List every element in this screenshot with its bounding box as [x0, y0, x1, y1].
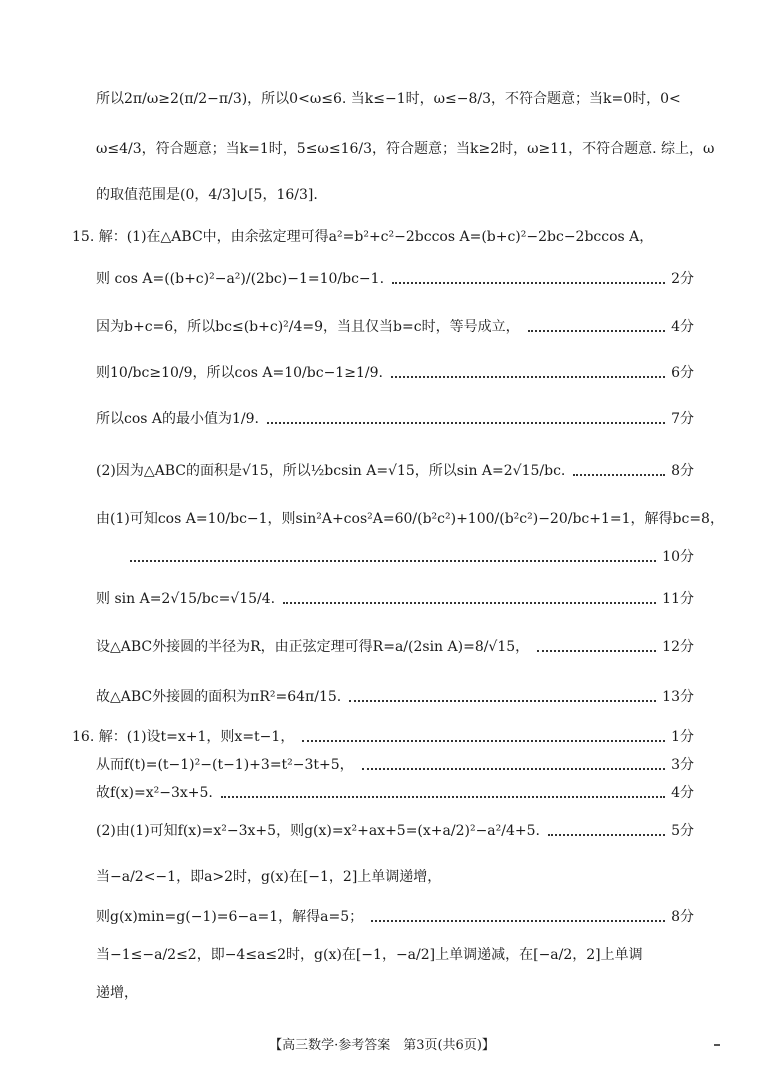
- text-line-11: [130, 550, 694, 564]
- problem-15-header: [72, 230, 694, 244]
- score-points: 5分: [671, 823, 694, 839]
- text-line-1: [96, 92, 694, 106]
- line-text: 16. 解：(1)设t=x+1，则x=t−1，: [72, 729, 295, 745]
- page-footer: 【高三数学·参考答案 第3页(共6页)】: [269, 1038, 495, 1053]
- leader-dots: [573, 472, 665, 476]
- text-line-21: [96, 948, 694, 962]
- text-line-2: [96, 141, 715, 157]
- line-text: 的取值范围是(0，4/3]∪[5，16/3].: [96, 187, 318, 203]
- text-line-20: [96, 910, 694, 924]
- leader-dots: [283, 600, 656, 604]
- text-line-7: [96, 366, 694, 380]
- score-points: 1分: [671, 729, 694, 745]
- line-text: 故f(x)=x²−3x+5.: [96, 785, 213, 801]
- leader-dots: [267, 420, 665, 424]
- leader-dots: [528, 328, 666, 332]
- text-line-8: [96, 412, 694, 426]
- text-line-6: [96, 320, 694, 334]
- line-text: 所以2π/ω≥2(π/2−π/3)，所以0<ω≤6. 当k≤−1时，ω≤−8/3，不符合题意；当k=0时，0<: [96, 91, 681, 107]
- score-points: 13分: [662, 689, 694, 705]
- text-line-3: [96, 188, 694, 202]
- line-text: (2)由(1)可知f(x)=x²−3x+5，则g(x)=x²+ax+5=(x+a/2)²−a²/4+5.: [96, 823, 540, 839]
- line-text: 递增，: [96, 985, 138, 1001]
- score-points: 6分: [671, 365, 694, 381]
- line-text: 因为b+c=6，所以bc≤(b+c)²/4=9，当且仅当b=c时，等号成立，: [96, 319, 520, 335]
- line-text: 由(1)可知cos A=10/bc−1，则sin²A+cos²A=60/(b²c²)+100/(b²c²)−20/bc+1=1，解得bc=8，: [96, 511, 724, 527]
- line-text: 则10/bc≥10/9，所以cos A=10/bc−1≥1/9.: [96, 365, 383, 381]
- problem-16-header: [72, 730, 694, 744]
- text-line-10: [96, 511, 724, 527]
- score-points: 7分: [671, 411, 694, 427]
- text-line-22: [96, 986, 694, 1000]
- score-points: 11分: [662, 591, 694, 607]
- score-points: 4分: [671, 785, 694, 801]
- text-line-14: [96, 690, 694, 704]
- leader-dots: [391, 374, 665, 378]
- score-points: 10分: [662, 549, 694, 565]
- score-points: 8分: [671, 909, 694, 925]
- score-points: 4分: [671, 319, 694, 335]
- text-line-19: [96, 870, 694, 884]
- text-line-17: [96, 786, 694, 800]
- leader-dots: [130, 558, 656, 562]
- score-points: 12分: [662, 639, 694, 655]
- score-points: 3分: [671, 757, 694, 773]
- text-line-18: [96, 824, 694, 838]
- leader-dots: [537, 648, 656, 652]
- leader-dots: [362, 766, 665, 770]
- line-text: 从而f(t)=(t−1)²−(t−1)+3=t²−3t+5，: [96, 757, 354, 773]
- line-text: 则 cos A=((b+c)²−a²)/(2bc)−1=10/bc−1.: [96, 271, 385, 287]
- text-line-9: [96, 464, 694, 478]
- leader-dots: [392, 280, 665, 284]
- score-points: 2分: [671, 271, 694, 287]
- leader-dots: [221, 794, 665, 798]
- line-text: 15. 解：(1)在△ABC中，由余弦定理可得a²=b²+c²−2bccos A=(b+c)²−2bc−2bccos A，: [72, 229, 654, 245]
- line-text: 当−a/2<−1，即a>2时，g(x)在[−1，2]上单调递增，: [96, 869, 442, 885]
- text-line-16: [96, 758, 694, 772]
- line-text: 故△ABC外接圆的面积为πR²=64π/15.: [96, 689, 342, 705]
- leader-dots: [302, 738, 665, 742]
- text-line-13: [96, 640, 694, 654]
- leader-dots: [548, 832, 665, 836]
- line-text: 当−1≤−a/2≤2，即−4≤a≤2时，g(x)在[−1，−a/2]上单调递减，在[−a/2，2]上单调: [96, 947, 643, 963]
- text-line-12: [96, 592, 694, 606]
- corner-mark: [714, 1044, 720, 1046]
- line-text: 所以cos A的最小值为1/9.: [96, 411, 259, 427]
- text-line-5: [96, 272, 694, 286]
- line-text: (2)因为△ABC的面积是√15，所以½bcsin A=√15，所以sin A=2√15/bc.: [96, 463, 566, 479]
- line-text: 则 sin A=2√15/bc=√15/4.: [96, 591, 276, 607]
- line-text: 则g(x)min=g(−1)=6−a=1，解得a=5；: [96, 909, 364, 925]
- leader-dots: [349, 698, 656, 702]
- line-text: 设△ABC外接圆的半径为R，由正弦定理可得R=a/(2sin A)=8/√15，: [96, 639, 530, 655]
- line-text: ω≤4/3，符合题意；当k=1时，5≤ω≤16/3，符合题意；当k≥2时，ω≥11，不符合题意. 综上，ω: [96, 141, 715, 157]
- score-points: 8分: [671, 463, 694, 479]
- leader-dots: [371, 918, 665, 922]
